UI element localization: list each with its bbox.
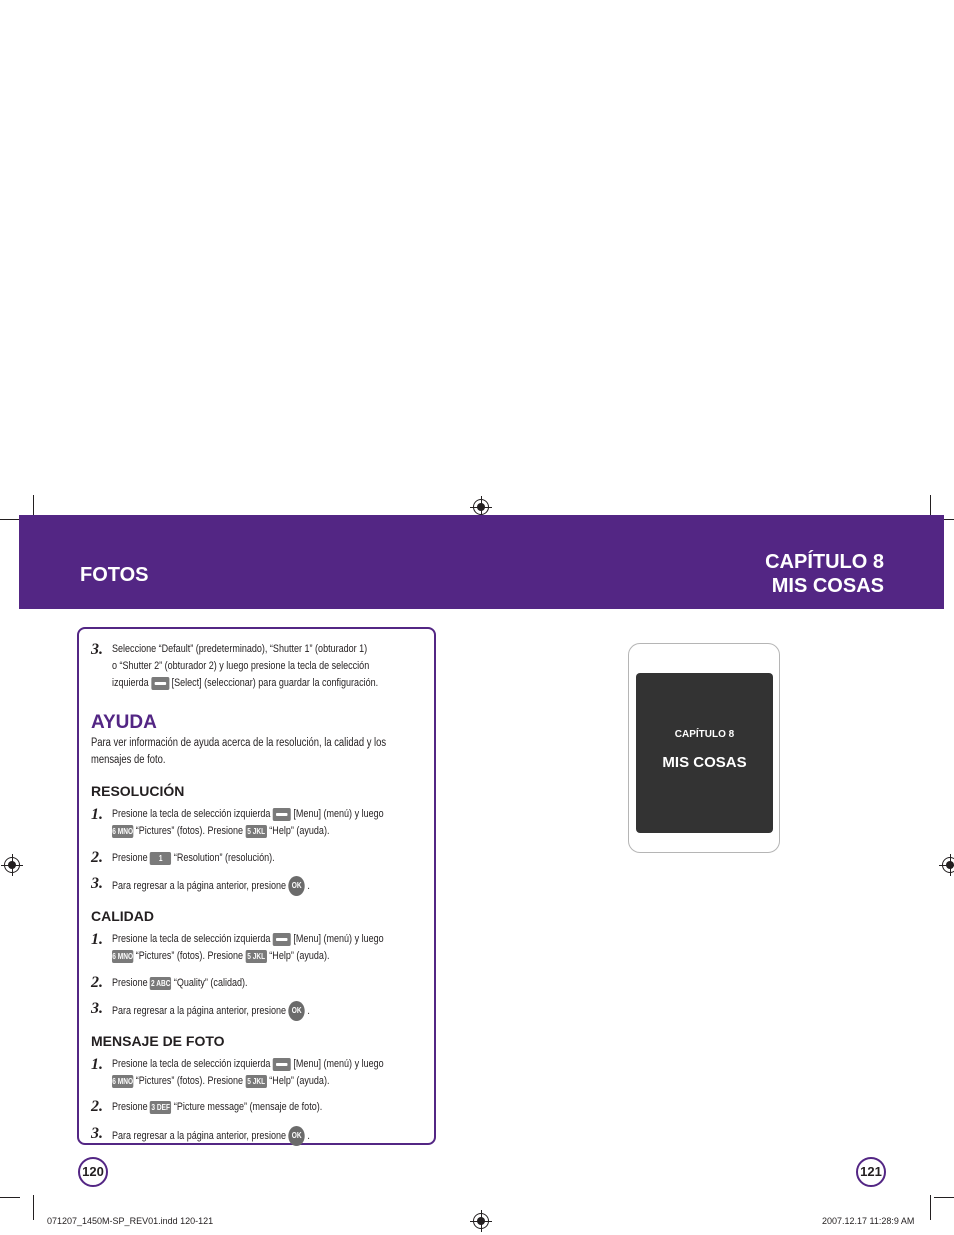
step-line	[112, 806, 384, 823]
left-soft-key-icon	[273, 808, 291, 821]
step-text-part: “Pictures” (fotos). Presione	[135, 825, 244, 837]
step-number: 2.	[91, 974, 103, 991]
page-number-right: 121	[856, 1157, 886, 1187]
step-line	[112, 948, 384, 965]
help-intro	[91, 735, 386, 769]
registration-mark-icon	[473, 1213, 489, 1229]
step-text	[112, 806, 384, 840]
chapter-number: CAPÍTULO 8	[765, 551, 884, 573]
step-text	[112, 1099, 322, 1116]
timestamp-slug: 2007.12.17 11:28:9 AM	[822, 1216, 915, 1226]
step-text	[112, 975, 248, 992]
section-title: FOTOS	[80, 564, 149, 586]
step-text-part: .	[307, 879, 310, 892]
step-text-part: “Quality” (calidad).	[173, 977, 248, 989]
key-6-icon: 6 MNO	[112, 951, 134, 961]
step-text-part: “Resolution” (resolución).	[173, 852, 275, 864]
step-line: o “Shutter 2” (obturador 2) y luego presione la tecla de selección	[112, 660, 370, 672]
step-text-part: Presione la tecla de selección izquierda	[112, 808, 271, 820]
key-5-icon: 5 JKL	[247, 951, 266, 961]
step-number: 3.	[91, 1000, 103, 1017]
step-text-part: [Select] (seleccionar) para guardar la configuración.	[171, 677, 379, 689]
step-text-part: .	[307, 1129, 310, 1142]
registration-mark-icon	[473, 499, 489, 515]
step-text-part: .	[307, 1004, 310, 1017]
step-text-part: Presione la tecla de selección izquierda	[112, 1058, 271, 1070]
step-text-part: “Pictures” (fotos). Presione	[135, 950, 244, 962]
step-number: 2.	[91, 849, 103, 866]
key-5-icon: 5 JKL	[247, 1076, 266, 1086]
step-line	[112, 675, 378, 692]
key-6-icon: 6 MNO	[112, 826, 134, 836]
step-text-part: “Picture message” (mensaje de foto).	[173, 1101, 323, 1113]
key-6-icon: 6 MNO	[112, 1076, 134, 1086]
step-text-part: “Pictures” (fotos). Presione	[135, 1075, 244, 1087]
step-number: 2.	[91, 1098, 103, 1115]
step-line	[112, 1073, 384, 1090]
step-text-part: [Menu] (menú) y luego	[293, 808, 384, 820]
step-text-part: [Menu] (menú) y luego	[293, 1058, 384, 1070]
crop-mark	[33, 1195, 34, 1220]
step-text	[112, 1126, 310, 1146]
left-soft-key-icon	[273, 1058, 291, 1071]
step-text-part: Para regresar a la página anterior, presione	[112, 1004, 286, 1017]
step-number: 1.	[91, 806, 103, 823]
step-text	[112, 850, 275, 867]
phone-screen	[636, 673, 773, 833]
help-intro-line: Para ver información de ayuda acerca de la resolución, la calidad y los	[91, 737, 387, 749]
crop-mark	[930, 1195, 931, 1220]
step-text-part: “Help” (ayuda).	[269, 825, 330, 837]
ok-key-icon: OK	[288, 1001, 304, 1021]
key-3-icon: 3 DEF	[151, 1102, 171, 1112]
left-soft-key-icon	[151, 677, 169, 690]
phone-chapter-label: CAPÍTULO 8	[674, 729, 735, 740]
step-number: 3.	[91, 875, 103, 892]
step-line: Seleccione “Default” (predeterminado), “Shutter 1” (obturador 1)	[112, 643, 368, 655]
step-text	[112, 931, 384, 965]
chapter-title	[765, 550, 884, 598]
step-line	[112, 931, 384, 948]
step-text-part: “Help” (ayuda).	[269, 1075, 330, 1087]
resolution-heading: RESOLUCIÓN	[91, 783, 185, 799]
step-number: 1.	[91, 1056, 103, 1073]
registration-mark-icon	[4, 857, 20, 873]
help-heading: AYUDA	[91, 712, 157, 733]
step-text	[112, 1001, 310, 1021]
step-number: 3.	[91, 641, 103, 658]
step-text	[112, 1056, 384, 1090]
crop-mark	[934, 1197, 954, 1198]
key-1-icon: 1	[150, 852, 171, 865]
left-soft-key-icon	[273, 933, 291, 946]
step-number: 1.	[91, 931, 103, 948]
step-text-part: Presione	[112, 977, 148, 989]
step-line	[112, 823, 384, 840]
step-text	[112, 876, 310, 896]
step-number: 3.	[91, 1125, 103, 1142]
step-text-part: Presione	[112, 1101, 148, 1113]
page-number-left: 120	[78, 1157, 108, 1187]
step-text-part: [Menu] (menú) y luego	[293, 933, 384, 945]
ok-key-icon: OK	[288, 1126, 304, 1146]
registration-mark-icon	[942, 857, 954, 873]
step-text-part: “Help” (ayuda).	[269, 950, 330, 962]
quality-heading: CALIDAD	[91, 908, 154, 924]
step-text	[112, 641, 378, 692]
step-text-part: Presione	[112, 852, 148, 864]
help-intro-line: mensajes de foto.	[91, 754, 166, 766]
file-slug: 071207_1450M-SP_REV01.indd 120-121	[47, 1216, 214, 1226]
step-text-part: Presione la tecla de selección izquierda	[112, 933, 271, 945]
picture-message-heading: MENSAJE DE FOTO	[91, 1033, 225, 1049]
crop-mark	[0, 519, 20, 520]
key-2-icon: 2 ABC	[151, 978, 171, 988]
phone-chapter-title: MIS COSAS	[662, 754, 747, 771]
step-text-part: Para regresar a la página anterior, presione	[112, 879, 286, 892]
step-text-part: izquierda	[112, 677, 149, 689]
crop-mark	[0, 1197, 20, 1198]
chapter-name: MIS COSAS	[771, 575, 884, 597]
step-line	[112, 1056, 384, 1073]
key-5-icon: 5 JKL	[247, 826, 266, 836]
step-text-part: Para regresar a la página anterior, presione	[112, 1129, 286, 1142]
ok-key-icon: OK	[288, 876, 304, 896]
